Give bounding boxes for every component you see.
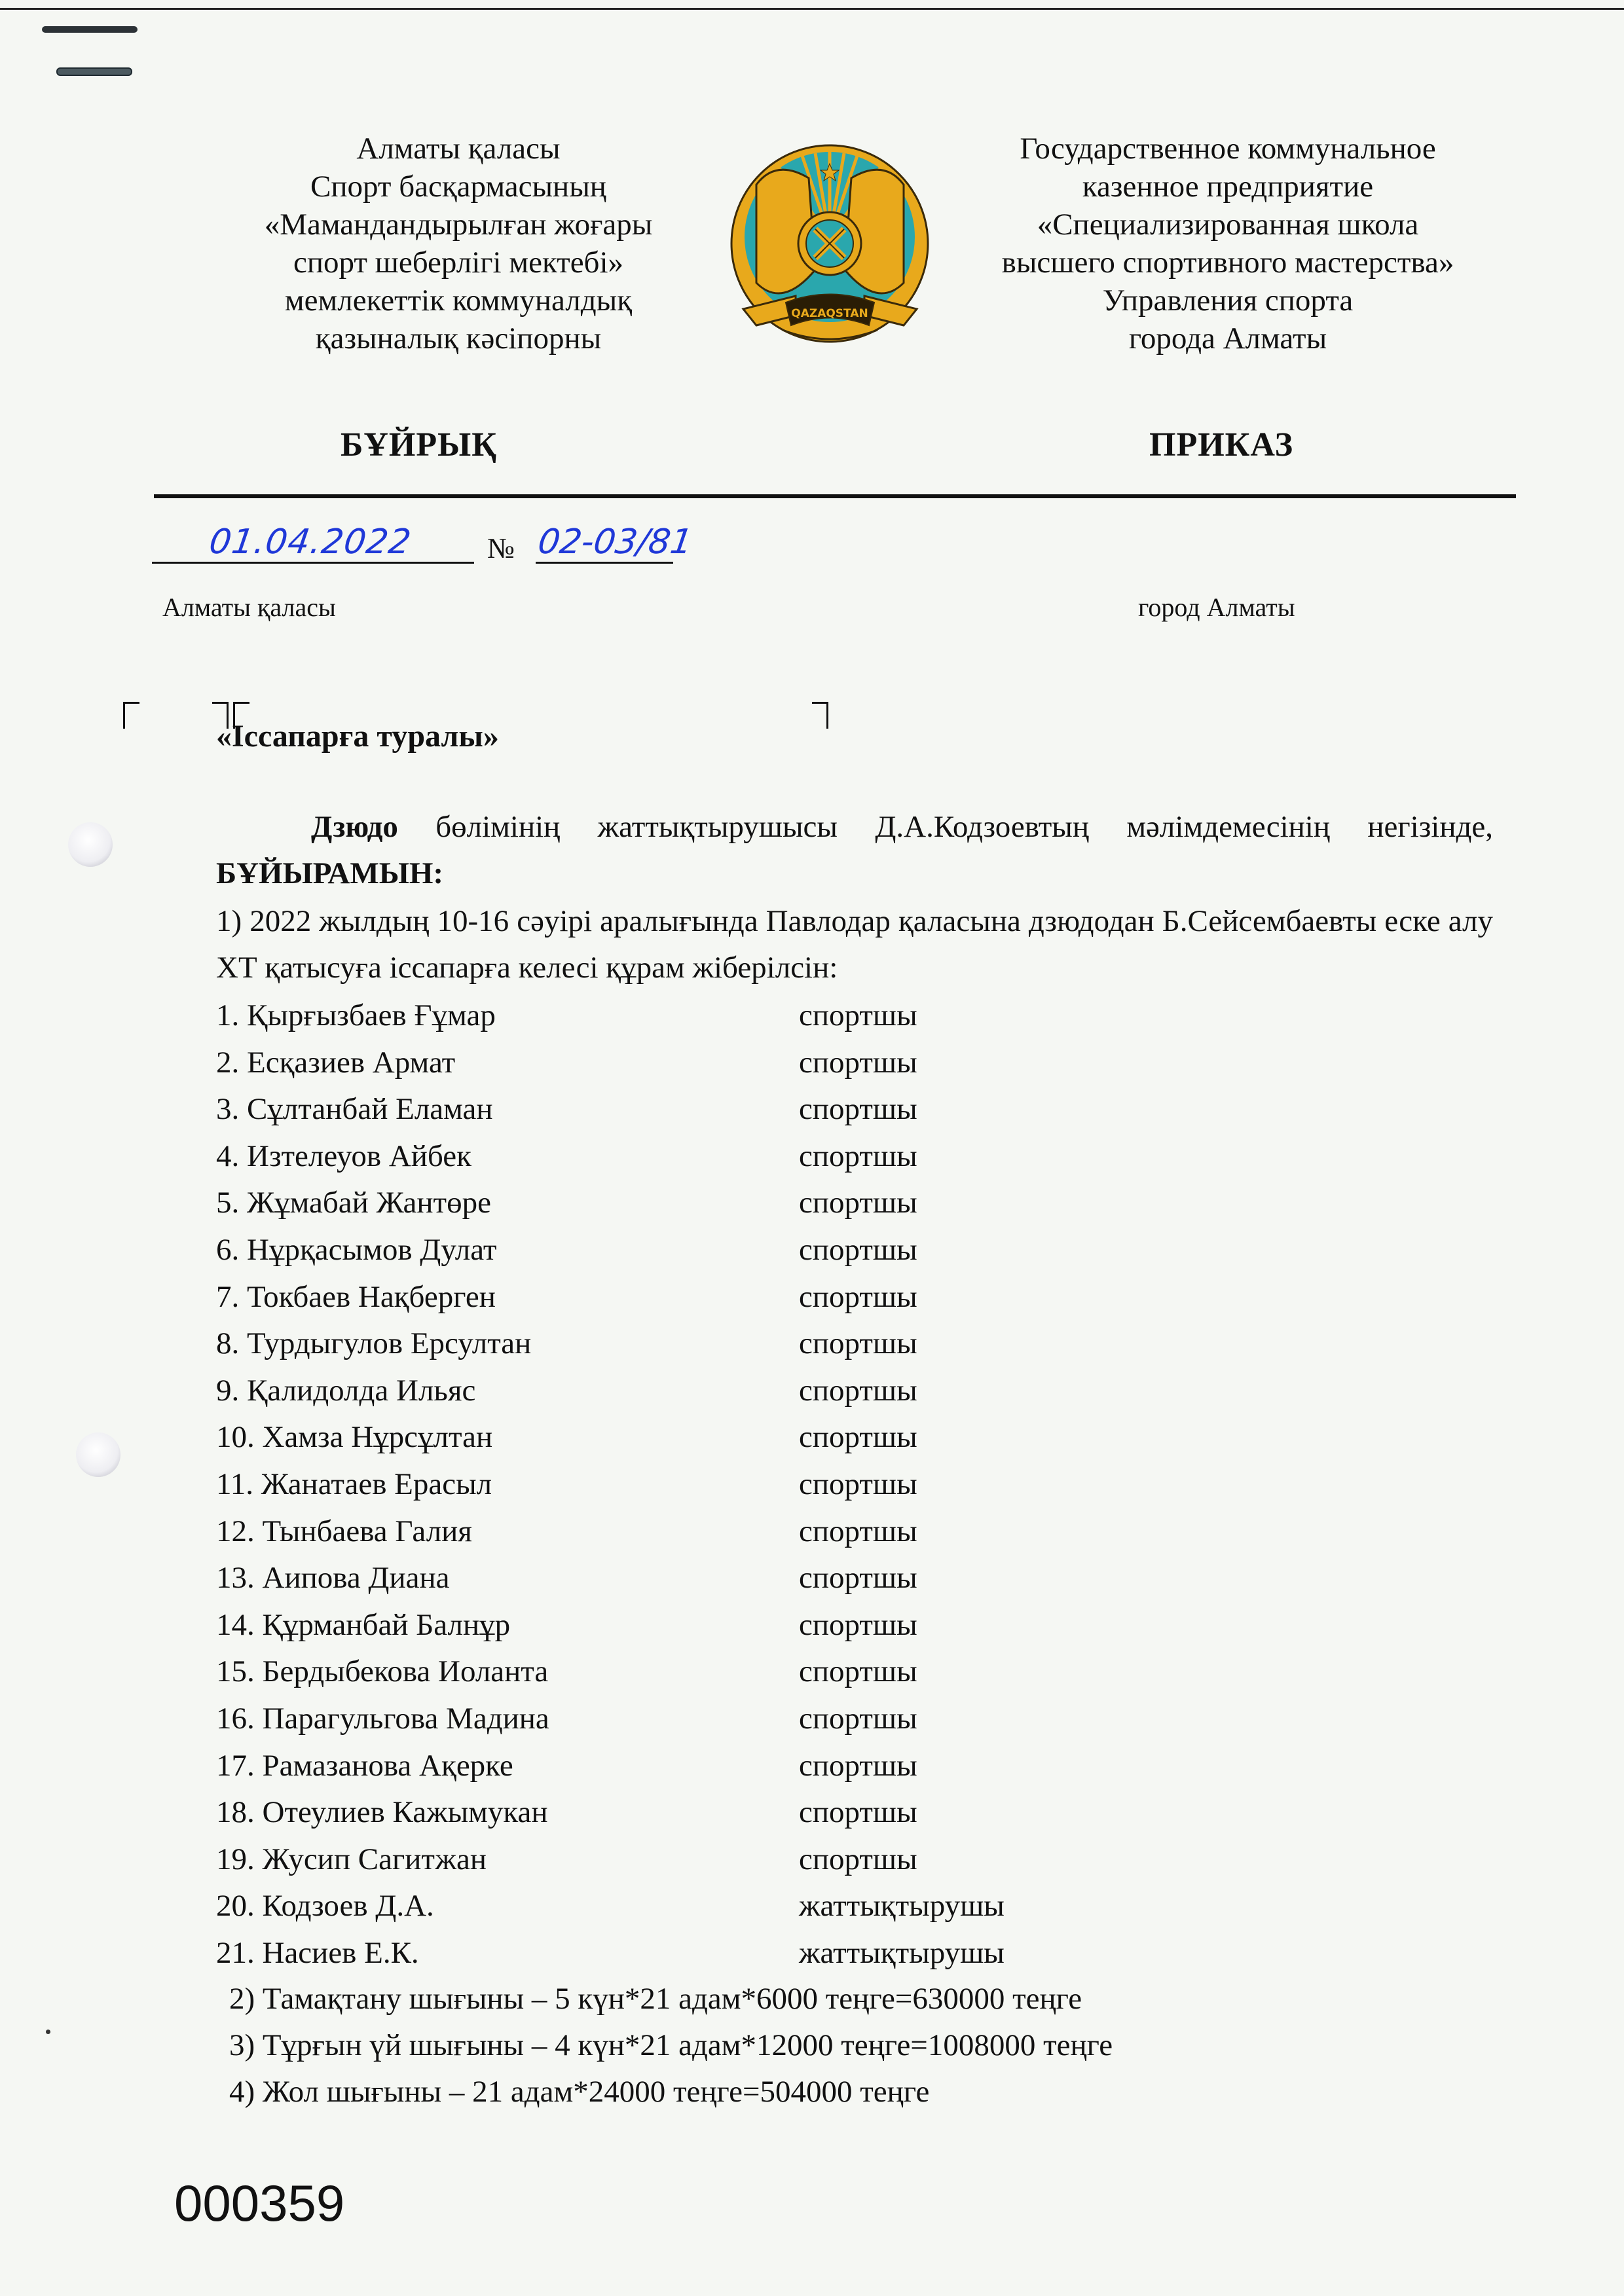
member-name: 16. Парагульгова Мадина <box>216 1701 549 1736</box>
section-name: Дзюдо <box>311 810 398 844</box>
number-underline <box>536 562 673 564</box>
org-line: мемлекеттік коммуналдық <box>284 283 633 318</box>
member-role: спортшы <box>799 998 917 1032</box>
list-item <box>216 1508 1133 1556</box>
list-item <box>216 1649 1133 1696</box>
list-item <box>216 1274 1133 1321</box>
org-name-ru <box>950 130 1506 357</box>
member-role: жаттықтырушы <box>799 1935 1005 1970</box>
list-item <box>216 1133 1133 1180</box>
org-line: высшего спортивного мастерства» <box>1001 246 1454 280</box>
member-name: 18. Отеулиев Кажымукан <box>216 1795 548 1830</box>
org-line: Государственное коммунальное <box>1020 132 1436 166</box>
header-divider <box>154 494 1516 498</box>
member-name: 10. Хамза Нұрсұлтан <box>216 1420 493 1455</box>
member-name: 3. Сұлтанбай Еламан <box>216 1092 493 1127</box>
cost-item-lodging: 3) Тұрғын үй шығыны – 4 күн*21 адам*12000 теңге=1008000 теңге <box>229 2028 1113 2062</box>
member-role: спортшы <box>799 1561 917 1595</box>
corner-mark <box>123 702 139 729</box>
member-role: спортшы <box>799 1701 917 1736</box>
emblem-label: QAZAQSTAN <box>791 307 868 320</box>
org-line: спорт шеберлігі мектебі» <box>293 246 624 280</box>
member-name: 5. Жұмабай Жантөре <box>216 1186 491 1220</box>
org-line: Алматы қаласы <box>356 132 561 166</box>
member-name: 9. Қалидолда Ильяс <box>216 1373 476 1408</box>
member-name: 15. Бердыбекова Иоланта <box>216 1654 549 1689</box>
list-item <box>216 993 1133 1040</box>
member-role: спортшы <box>799 1842 917 1876</box>
member-role: спортшы <box>799 1514 917 1548</box>
list-item <box>216 1883 1133 1930</box>
member-name: 14. Құрманбай Балнұр <box>216 1607 511 1642</box>
member-role: спортшы <box>799 1373 917 1408</box>
member-name: 6. Нұрқасымов Дулат <box>216 1232 497 1267</box>
org-line: Спорт басқармасының <box>310 170 606 204</box>
order-directive: БҰЙЫРАМЫН: <box>216 856 444 890</box>
list-item <box>216 1414 1133 1461</box>
member-name: 21. Насиев Е.К. <box>216 1935 419 1970</box>
serial-number: 000359 <box>174 2174 345 2232</box>
punch-hole <box>68 822 113 867</box>
corner-mark <box>812 702 828 729</box>
doc-type-ru: ПРИКАЗ <box>1149 426 1294 464</box>
org-line: қазыналық кәсіпорны <box>315 321 602 355</box>
org-line: города Алматы <box>1128 321 1327 355</box>
intro-paragraph <box>216 804 1493 897</box>
member-role: спортшы <box>799 1279 917 1314</box>
member-role: спортшы <box>799 1607 917 1642</box>
order-subject: «Іссапарға туралы» <box>216 719 499 754</box>
staple-mark <box>42 26 138 33</box>
scan-speck <box>46 2030 50 2034</box>
list-item <box>216 1040 1133 1087</box>
member-role: спортшы <box>799 1795 917 1830</box>
member-name: 2. Есқазиев Армат <box>216 1045 456 1080</box>
org-name-kz <box>196 130 720 357</box>
order-date: 01.04.2022 <box>206 522 414 562</box>
member-name: 7. Токбаев Нақберген <box>216 1279 496 1314</box>
list-item <box>216 1836 1133 1884</box>
list-item <box>216 1086 1133 1133</box>
scan-edge <box>0 8 1624 10</box>
cost-items <box>229 1976 1113 2115</box>
cost-item-travel: 4) Жол шығыны – 21 адам*24000 теңге=504000 теңге <box>229 2075 930 2109</box>
kazakhstan-emblem-icon <box>717 139 943 355</box>
org-line: Управления спорта <box>1102 283 1354 318</box>
punch-hole <box>76 1432 120 1477</box>
cost-item-food: 2) Тамақтану шығыны – 5 күн*21 адам*6000 теңге=630000 теңге <box>229 1982 1082 2016</box>
intro-text: бөлімінің жаттықтырушысы Д.А.Кодзоевтың мәлімдемесінің негізінде, <box>397 810 1493 844</box>
member-name: 8. Турдыгулов Ерсултан <box>216 1326 532 1361</box>
list-item <box>216 1461 1133 1508</box>
org-line: «Специализированная школа <box>1037 208 1419 242</box>
org-line: казенное предприятие <box>1082 170 1374 204</box>
list-item <box>216 1555 1133 1602</box>
number-sign: № <box>487 532 515 564</box>
list-item <box>216 1180 1133 1227</box>
member-name: 11. Жанатаев Ерасыл <box>216 1467 492 1501</box>
member-name: 1. Қырғызбаев Ғұмар <box>216 998 496 1032</box>
member-name: 20. Кодзоев Д.А. <box>216 1889 434 1923</box>
staple-mark <box>56 67 132 76</box>
org-line: «Мамандандырылған жоғары <box>264 208 653 242</box>
member-role: спортшы <box>799 1092 917 1127</box>
member-role: спортшы <box>799 1139 917 1173</box>
delegation-list <box>216 993 1133 1977</box>
item-1-paragraph: 1) 2022 жылдың 10-16 сәуірі аралығында Павлодар қаласына дзюдодан Б.Сейсембаевты еске алу ХТ қатысуға іссапарға келесі құрам жіберілсін: <box>216 904 1493 985</box>
order-number: 02-03/81 <box>535 522 695 562</box>
list-item <box>216 1743 1133 1790</box>
member-role: спортшы <box>799 1232 917 1267</box>
member-role: спортшы <box>799 1186 917 1220</box>
member-role: жаттықтырушы <box>799 1889 1005 1923</box>
list-item <box>216 1696 1133 1743</box>
member-role: спортшы <box>799 1420 917 1455</box>
list-item <box>216 1602 1133 1649</box>
member-role: спортшы <box>799 1326 917 1361</box>
city-ru: город Алматы <box>1138 592 1295 622</box>
member-role: спортшы <box>799 1654 917 1689</box>
member-role: спортшы <box>799 1045 917 1080</box>
date-underline <box>152 562 474 564</box>
member-name: 17. Рамазанова Ақерке <box>216 1748 513 1783</box>
list-item <box>216 1368 1133 1415</box>
member-role: спортшы <box>799 1467 917 1501</box>
list-item <box>216 1227 1133 1274</box>
list-item <box>216 1789 1133 1836</box>
list-item <box>216 1930 1133 1977</box>
list-item <box>216 1321 1133 1368</box>
member-name: 19. Жусип Сагитжан <box>216 1842 487 1876</box>
doc-type-kz: БҰЙРЫҚ <box>341 426 497 464</box>
member-name: 12. Тынбаева Галия <box>216 1514 472 1548</box>
member-name: 4. Изтелеуов Айбек <box>216 1139 471 1173</box>
city-kz: Алматы қаласы <box>162 592 336 622</box>
member-role: спортшы <box>799 1748 917 1783</box>
member-name: 13. Аипова Диана <box>216 1561 450 1595</box>
